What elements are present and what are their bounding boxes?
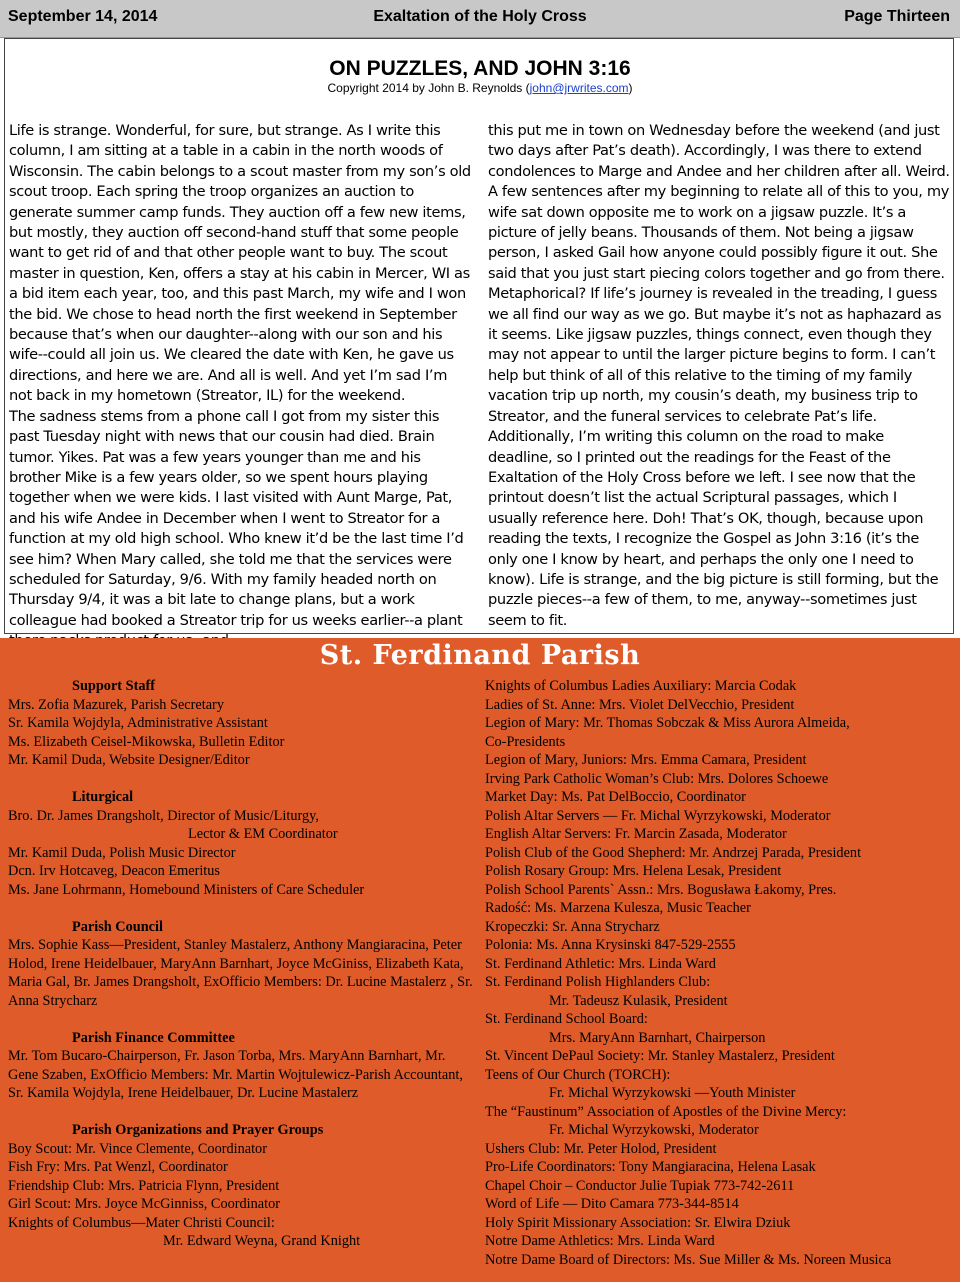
roster-line: Radość: Ms. Marzena Kulesza, Music Teacher [485, 900, 751, 916]
roster-line: St. Ferdinand School Board: [485, 1011, 648, 1027]
roster-line: Fr. Michal Wyrzykowski —Youth Minister [549, 1085, 796, 1101]
roster-line: Polish Altar Servers — Fr. Michal Wyrzykowski, Moderator [485, 807, 831, 824]
section-heading-finance-committee: Parish Finance Committee [72, 1029, 235, 1046]
roster-line: Mrs. MaryAnn Barnhart, Chairperson [549, 1029, 766, 1046]
roster-line: Market Day: Ms. Pat DelBoccio, Coordinator [485, 789, 746, 805]
article-box [4, 38, 954, 634]
roster-line: Mr. Kamil Duda, Website Designer/Editor [8, 752, 250, 768]
article-title-block [5, 57, 955, 95]
roster-line: Knights of Columbus—Mater Christi Council: [8, 1214, 275, 1231]
roster-line: Girl Scout: Mrs. Joyce McGinniss, Coordinator [8, 1196, 281, 1212]
roster-line: Mr. Edward Weyna, Grand Knight [163, 1233, 361, 1249]
roster-line: Ms. Jane Lohrmann, Homebound Ministers of Care Scheduler [8, 881, 365, 898]
roster-line: Bro. Dr. James Drangsholt, Director of Music/Liturgy, [8, 807, 319, 824]
roster-line: Polish Club of the Good Shepherd: Mr. Andrzej Parada, President [485, 844, 862, 861]
parish-council-members: Mrs. Sophie Kass—President, Stanley Mastalerz, Anthony Mangiaracina, Peter Holod, Irene Heidelbauer, MaryAnn Barnhart, Joyce McGiniss, Elizabeth Kata, Maria Gal, Br. James Drangsholt, ExOfficio Members: Dr. Lucine Mastalerz , Sr. Anna Strycharz [8, 937, 473, 1009]
page-header [0, 0, 960, 38]
roster-line: Mrs. Zofia Mazurek, Parish Secretary [8, 696, 224, 713]
roster-line: Sr. Kamila Wojdyla, Administrative Assistant [8, 715, 268, 731]
roster-line: Ushers Club: Mr. Peter Holod, President [485, 1140, 717, 1157]
roster-line: English Altar Servers: Fr. Marcin Zasada, Moderator [485, 826, 787, 842]
roster-line: Mr. Tadeusz Kulasik, President [549, 992, 728, 1009]
roster-line: St. Ferdinand Athletic: Mrs. Linda Ward [485, 955, 716, 972]
copyright-close: ) [628, 81, 633, 95]
roster-line: Dcn. Irv Hotcaveg, Deacon Emeritus [8, 863, 220, 879]
article-paragraph: Life is strange. Wonderful, for sure, but strange. As I write this column, I am sitting at a table in a cabin in the north woods of Wisconsin. The cabin belongs to a scout master from my son’s old scout troop. Each spring the troop organizes an auction to generate summer camp funds. They auction off a few new items, but mostly, they auction off second-hand stuff that some people want to get rid of and that other people want to buy. The scout master in question, Ken, offers a stay at his cabin in Mercer, WI as a bid item each year, too, and this past March, my wife and I won the bid. We chose to head north the first weekend in September because that’s when our daughter--along with our son and his wife--could all join us. We cleared the date with Ken, he gave us directions, and here we are. And all is well. And yet I’m sad I’m not back in my hometown (Streator, IL) for the weekend. [9, 122, 471, 405]
roster-line: Friendship Club: Mrs. Patricia Flynn, President [8, 1177, 280, 1194]
roster-line: Fr. Michal Wyrzykowski, Moderator [549, 1122, 759, 1138]
copyright-line [5, 81, 955, 95]
roster-line: St. Ferdinand Polish Highlanders Club: [485, 974, 711, 990]
article-paragraph: this put me in town on Wednesday before the weekend (and just two days after Pat’s death). Accordingly, I was there to extend condolences to Marge and Andee and her children after all. Weird. A few sentences after my beginning to relate all of this to you, my wife sat down opposite me to work on a jigsaw puzzle. It’s a picture of jelly beans. Thousands of them. Not being a jigsaw person, I asked Gail how anyone could possibly figure it out. She said that you just start piecing colors together and go from there. Metaphorical? If life’s journey is revealed in the treading, I guess we all find our way as we go. But maybe it’s not as haphazard as it seems. Like jigsaw puzzles, things connect, even though they may not appear to until the larger picture begins to form. I can’t help but think of all of this relative to the timing of my family vacation trip up north, my cousin’s death, my business trip to Streator, and the funeral services to celebrate Pat’s life. Additionally, I’m writing this column on the road to make deadline, so I printed out the readings for the Feast of the Exaltation of the Holy Cross before we left. I see now that the printout doesn’t list the actual Scriptural passages, which I usually reference here. Doh! That’s OK, though, because upon reading the texts, I recognize the Gospel as John 3:16 (it’s the only one I know by heart, and perhaps the only one I need to know). Life is strange, and the big picture is still forming, but the puzzle pieces--a few of them, to me, anyway--sometimes just seem to fit. [488, 122, 950, 629]
parish-directory [0, 638, 960, 1282]
copyright-text: Copyright 2014 by John B. Reynolds ( [327, 81, 530, 95]
section-heading-support-staff: Support Staff [72, 678, 156, 694]
roster-line: Ladies of St. Anne: Mrs. Violet DelVecchio, President [485, 696, 795, 713]
roster-line: Polonia: Ms. Anna Krysinski 847-529-2555 [485, 937, 736, 953]
roster-line: Notre Dame Athletics: Mrs. Linda Ward [485, 1233, 715, 1249]
roster-line: Word of Life — Dito Camara 773-344-8514 [485, 1196, 739, 1212]
roster-line: Ms. Elizabeth Ceisel-Mikowska, Bulletin Editor [8, 733, 285, 750]
issue-date: September 14, 2014 [8, 8, 158, 25]
roster-line: Legion of Mary: Mr. Thomas Sobczak & Miss Aurora Almeida, [485, 715, 850, 731]
organizations-roster [485, 677, 957, 1269]
article-right-column [488, 121, 950, 631]
roster-line: Chapel Choir – Conductor Julie Tupiak 773-742-2611 [485, 1177, 795, 1194]
article-title: ON PUZZLES, AND JOHN 3:16 [329, 57, 631, 80]
roster-line: Polish Rosary Group: Mrs. Helena Lesak, President [485, 863, 782, 879]
roster-line: Teens of Our Church (TORCH): [485, 1066, 671, 1083]
roster-line: Pro-Life Coordinators: Tony Mangiaracina, Helena Lasak [485, 1159, 816, 1175]
section-heading-parish-council: Parish Council [72, 918, 163, 935]
article-left-column [9, 121, 472, 652]
roster-line: Fish Fry: Mrs. Pat Wenzl, Coordinator [8, 1159, 228, 1175]
roster-line: Irving Park Catholic Woman’s Club: Mrs. Dolores Schoewe [485, 770, 829, 787]
roster-line: Knights of Columbus Ladies Auxiliary: Marcia Codak [485, 678, 797, 694]
section-heading-organizations: Parish Organizations and Prayer Groups [72, 1122, 324, 1138]
roster-line: Legion of Mary, Juniors: Mrs. Emma Camara, President [485, 752, 807, 768]
roster-line: Lector & EM Coordinator [188, 826, 338, 842]
author-email-link[interactable]: john@jrwrites.com [529, 81, 629, 95]
roster-line: The “Faustinum” Association of Apostles of the Divine Mercy: [485, 1103, 847, 1120]
roster-line: Boy Scout: Mr. Vince Clemente, Coordinator [8, 1140, 267, 1157]
parish-title: St. Ferdinand Parish [319, 640, 641, 671]
finance-committee-members: Mr. Tom Bucaro-Chairperson, Fr. Jason Torba, Mrs. MaryAnn Barnhart, Mr. Gene Szaben, ExOfficio Members: Mr. Martin Wojtulewicz-Parish Accountant, Sr. Kamila Wojdyla, Irene Heidelbauer, Dr. Lucine Mastalerz [8, 1048, 463, 1101]
roster-line: Holy Spirit Missionary Association: Sr. Elwira Dziuk [485, 1214, 791, 1231]
staff-roster [8, 677, 478, 1251]
roster-line: Mr. Kamil Duda, Polish Music Director [8, 844, 236, 861]
roster-line: Kropeczki: Sr. Anna Strycharz [485, 918, 660, 935]
roster-line: St. Vincent DePaul Society: Mr. Stanley Mastalerz, President [485, 1048, 835, 1064]
section-heading-liturgical: Liturgical [72, 789, 134, 805]
roster-line: Polish School Parents` Assn.: Mrs. Bogusława Łakomy, Pres. [485, 881, 837, 898]
roster-line: Notre Dame Board of Directors: Ms. Sue Miller & Ms. Noreen Musica [485, 1251, 892, 1268]
page-number: Page Thirteen [844, 8, 950, 25]
article-paragraph: The sadness stems from a phone call I got from my sister this past Tuesday night with news that our cousin had died. Brain tumor. Yikes. Pat was a few years younger than me and his brother Mike is a few years older, so we spent hours playing together when we were kids. I last visited with Aunt Marge, Pat, and his wife Andee in December when I went to Streator for a function at my old high school. Who knew it’d be the last time I’d see him? When Mary called, she told me that the services were scheduled for Saturday, 9/6. With my family headed north on Thursday 9/4, it was a bit late to change plans, but a work colleague had booked a Streator trip for us weeks earlier--a plant [9, 407, 464, 629]
feast-name: Exaltation of the Holy Cross [373, 8, 587, 25]
roster-line: Co-Presidents [485, 733, 566, 750]
